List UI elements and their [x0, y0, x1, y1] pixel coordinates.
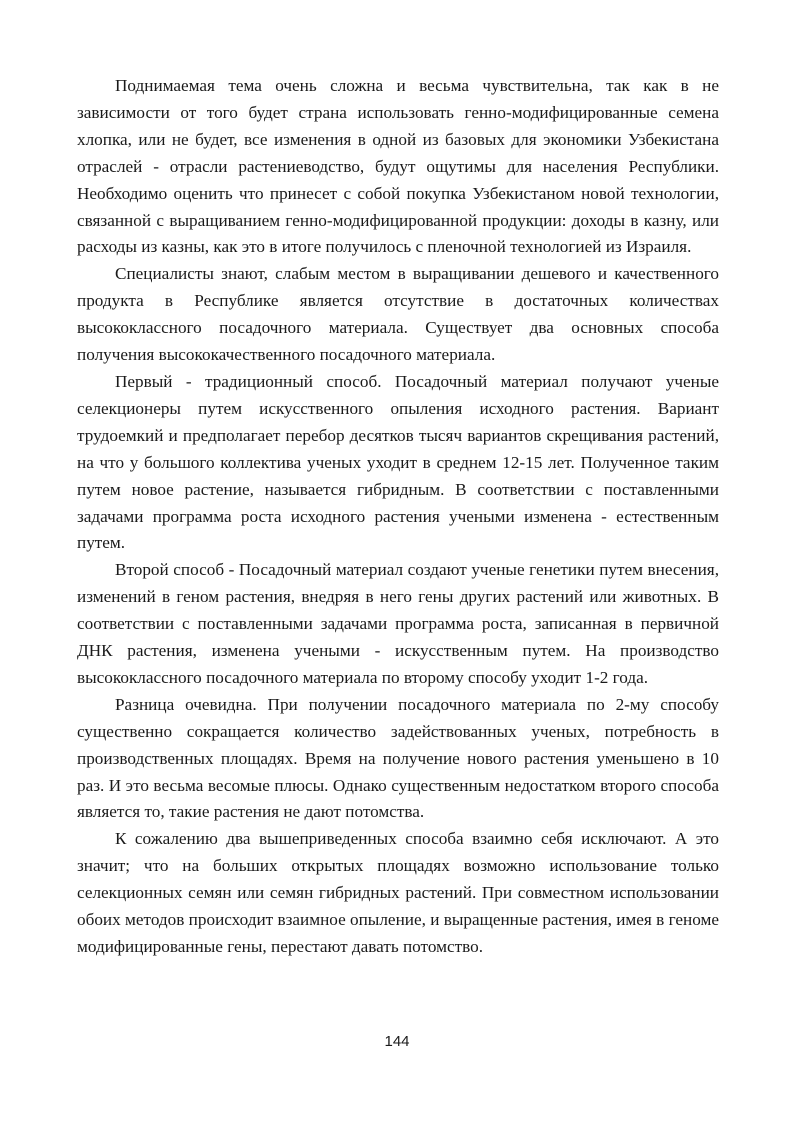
body-text — [77, 73, 719, 961]
paragraph-mutual-exclusion: К сожалению два вышеприведенных способа взаимно себя исключают. А это значит; что на больших открытых площадях возможно использование только селекционных семян или семян гибридных растений. При совместном использовании обоих методов происходит взаимное опыление, и выращенные растения, имея в геноме модифицированные гены, перестают давать потомство. — [77, 829, 719, 956]
page-number: 144 — [384, 1033, 410, 1050]
paragraph-planting-material: Специалисты знают, слабым местом в выращивании дешевого и качественного продукта в Республике является отсутствие в достаточных количествах высококлассного посадочного материала. Существует два основных способа получения высококачественного посадочного материала. — [77, 264, 719, 365]
paragraph-difference: Разница очевидна. При получении посадочного материала по 2-му способу существенно сокращается количество задействованных ученых, потребность в производственных площадях. Время на получение нового растения уменьшено в 10 раз. И это весьма весомые плюсы. Однако существенным недостатком второго способа является то, такие растения не дают потомства. — [77, 694, 719, 822]
paragraph-first-method: Первый - традиционный способ. Посадочный материал получают ученые селекционеры путем искусственного опыления исходного растения. Вариант трудоемкий и предполагает перебор десятков тысяч вариантов скрещивания растений, на что у большого коллектива ученых уходит в среднем 12-15 лет. Полученное таким путем новое растение, называется гибридным. В соответствии с поставленными задачами программа роста исходного растения учеными изменена - естественным путем. — [77, 371, 719, 553]
paragraph-topic-sensitivity: Поднимаемая тема очень сложна и весьма чувствительна, так как в не зависимости от того будет страна использовать генно-модифицированные семена хлопка, или не будет, все изменения в одной из базовых для экономики Узбекистана отраслей - отрасли растениеводство, будут ощутимы для населения Республики. Необходимо оценить что принесет с собой покупка Узбекистаном новой технологии, связанной с выращиванием генно-модифицированной продукции: доходы в казну, или расходы из казны, как это в итоге получилось с пленочной технологией из Израиля. — [77, 76, 719, 257]
paragraph-second-method: Второй способ - Посадочный материал создают ученые генетики путем внесения, изменений в геном растения, внедряя в него гены других растений или животных. В соответствии с поставленными задачами программа роста, записанная в первичной ДНК растения, изменена учеными - искусственным путем. На производство высококлассного посадочного материала по второму способу уходит 1-2 года. — [77, 560, 719, 687]
